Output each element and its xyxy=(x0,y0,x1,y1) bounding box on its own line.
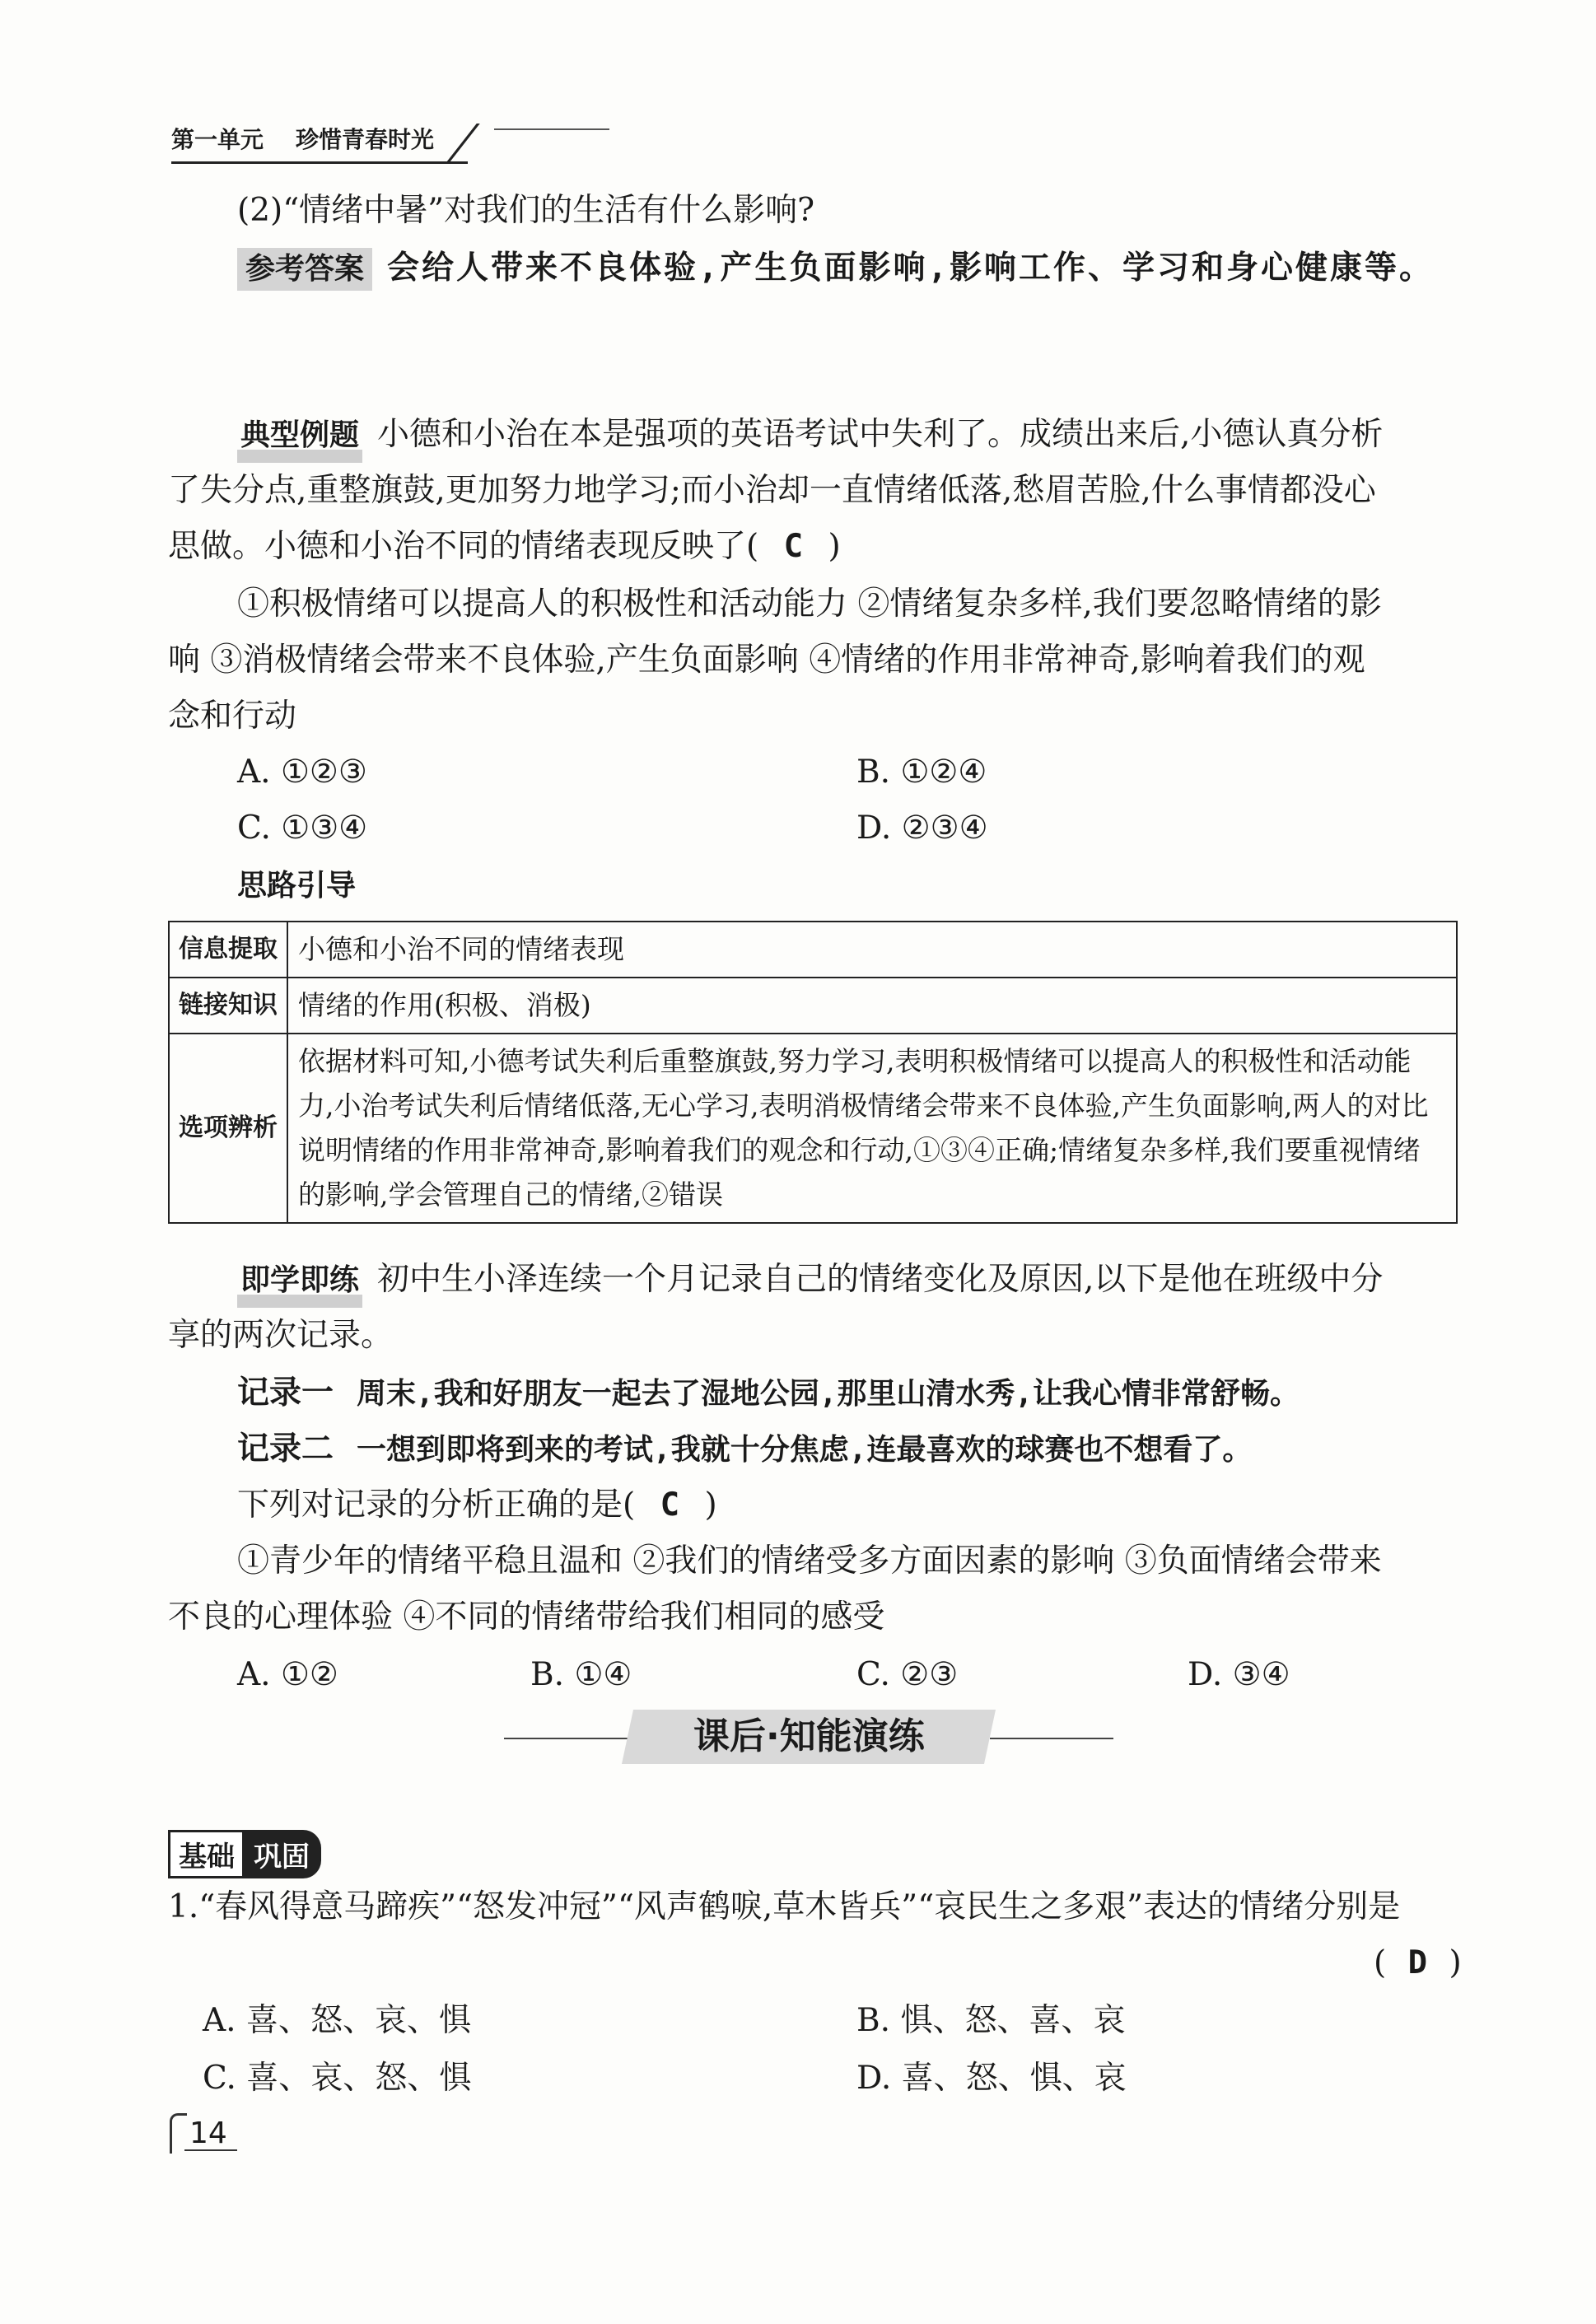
banner-rule-left xyxy=(504,1738,628,1739)
guide-text: 依据材料可知,小德考试失利后重整旗鼓,努力学习,表明积极情绪可以提高人的积极性和活动能力,小治考试失利后情绪低落,无心学习,表明消极情绪会带来不良体验,产生负面影响,两人的对比说明情绪的作用非常神奇,影响着我们的观念和行动,①③④正确;情绪复杂多样,我们要重视情绪的影响,学会管理自己的情绪,②错误 xyxy=(287,1034,1457,1223)
banner-title: 课后·知能演练 xyxy=(693,1715,925,1757)
practice-statements-2: 不良的心理体验 ④不同的情绪带给我们相同的感受 xyxy=(168,1598,885,1636)
example-option-a: A. ①②③ xyxy=(237,754,367,791)
practice-option-b: B. ①④ xyxy=(530,1656,632,1693)
page-number: 14 xyxy=(189,2116,227,2150)
practice-stem-1: 初中生小泽连续一个月记录自己的情绪变化及原因,以下是他在班级中分 xyxy=(377,1261,1384,1298)
banner-rule-right xyxy=(990,1738,1113,1739)
banner-box xyxy=(622,1710,996,1764)
q1-option-d: D. 喜、怒、惧、哀 xyxy=(856,2060,1127,2097)
practice-answer: C xyxy=(660,1486,680,1524)
practice-question-close: ) xyxy=(704,1486,717,1524)
unit-label: 第一单元 xyxy=(171,126,264,153)
record-2 xyxy=(237,1421,1252,1478)
example-statements-3: 念和行动 xyxy=(168,698,297,735)
practice-question-text: 下列对记录的分析正确的是( xyxy=(237,1486,636,1524)
q1-option-c: C. 喜、哀、怒、惧 xyxy=(203,2060,472,2097)
example-statements-2: 响 ③消极情绪会带来不良体验,产生负面影响 ④情绪的作用非常神奇,影响着我们的观 xyxy=(168,642,1365,679)
practice-option-a: A. ①② xyxy=(237,1656,338,1693)
jichu-label xyxy=(168,1830,321,1878)
practice-question xyxy=(237,1477,717,1533)
guide-row xyxy=(169,922,1457,978)
q2-question: (2)“情绪中暑”对我们的生活有什么影响? xyxy=(237,192,815,229)
practice-line1 xyxy=(237,1252,1458,1308)
practice-stem-2: 享的两次记录。 xyxy=(168,1317,394,1354)
guide-label: 信息提取 xyxy=(169,922,287,978)
example-stem-3 xyxy=(168,519,841,575)
guide-title: 思路引导 xyxy=(237,869,357,903)
practice-tag: 即学即练 xyxy=(237,1267,362,1308)
record-1 xyxy=(237,1365,1300,1422)
page-number-bracket xyxy=(170,2113,187,2154)
example-statements-1: ①积极情绪可以提高人的积极性和活动能力 ②情绪复杂多样,我们要忽略情绪的影 xyxy=(237,586,1382,623)
answer-tag: 参考答案 xyxy=(237,248,372,291)
example-stem-1: 小德和小治在本是强项的英语考试中失利了。成绩出来后,小德认真分析 xyxy=(377,416,1384,453)
section-banner xyxy=(504,1710,1113,1767)
q1-bracket-close: ) xyxy=(1449,1944,1462,1981)
example-options-row2 xyxy=(0,800,1596,856)
example-line1 xyxy=(237,407,1458,463)
running-header xyxy=(171,122,434,155)
example-options-row1 xyxy=(0,744,1596,800)
example-answer: C xyxy=(783,528,804,565)
guide-label: 链接知识 xyxy=(169,978,287,1034)
record-2-label: 记录二 xyxy=(237,1430,334,1468)
jichu-part1: 基础 xyxy=(168,1830,245,1878)
guide-row xyxy=(169,1034,1457,1223)
guide-row xyxy=(169,978,1457,1034)
guide-label: 选项辨析 xyxy=(169,1034,287,1223)
q1-option-b: B. 惧、怒、喜、哀 xyxy=(856,2002,1126,2039)
practice-options xyxy=(0,1647,1596,1703)
header-rule xyxy=(171,161,468,164)
q1-options-row2 xyxy=(0,2051,1596,2107)
q1-bracket-open: ( xyxy=(1374,1944,1387,1981)
practice-option-d: D. ③④ xyxy=(1188,1656,1290,1693)
guide-table xyxy=(168,921,1458,1224)
practice-option-c: C. ②③ xyxy=(856,1656,959,1693)
unit-title: 珍惜青春时光 xyxy=(296,126,435,153)
q1-answer: D xyxy=(1407,1944,1428,1981)
jichu-part2: 巩固 xyxy=(242,1830,321,1878)
q1-option-a: A. 喜、怒、哀、惧 xyxy=(203,2002,471,2039)
example-tag: 典型例题 xyxy=(237,422,362,463)
record-2-text: 一想到即将到来的考试,我就十分焦虑,连最喜欢的球赛也不想看了。 xyxy=(357,1433,1253,1467)
example-option-d: D. ②③④ xyxy=(856,810,988,847)
record-1-text: 周末,我和好朋友一起去了湿地公园,那里山清水秀,让我心情非常舒畅。 xyxy=(357,1377,1300,1411)
q1-options-row1 xyxy=(0,1993,1596,2049)
example-stem-3-close: ) xyxy=(828,528,841,565)
example-stem-3-text: 思做。小德和小治不同的情绪表现反映了( xyxy=(168,528,759,565)
q1-answer-bracket xyxy=(1374,1935,1462,1991)
q2-answer-line xyxy=(237,240,1434,296)
practice-statements-1: ①青少年的情绪平稳且温和 ②我们的情绪受多方面因素的影响 ③负面情绪会带来 xyxy=(237,1542,1382,1580)
example-stem-2: 了失分点,重整旗鼓,更加努力地学习;而小治却一直情绪低落,愁眉苦脸,什么事情都没心 xyxy=(168,472,1376,509)
example-option-b: B. ①②④ xyxy=(856,754,987,791)
q1-stem: 1.“春风得意马蹄疾”“怒发冲冠”“风声鹤唳,草木皆兵”“哀民生之多艰”表达的情绪分别是 xyxy=(168,1888,1401,1925)
guide-text: 小德和小治不同的情绪表现 xyxy=(287,922,1457,978)
guide-text: 情绪的作用(积极、消极) xyxy=(287,978,1457,1034)
example-option-c: C. ①③④ xyxy=(237,810,368,847)
record-1-label: 记录一 xyxy=(237,1374,334,1412)
q2-answer: 会给人带来不良体验,产生负面影响,影响工作、学习和身心健康等。 xyxy=(387,250,1434,287)
header-rule-right xyxy=(494,128,609,130)
